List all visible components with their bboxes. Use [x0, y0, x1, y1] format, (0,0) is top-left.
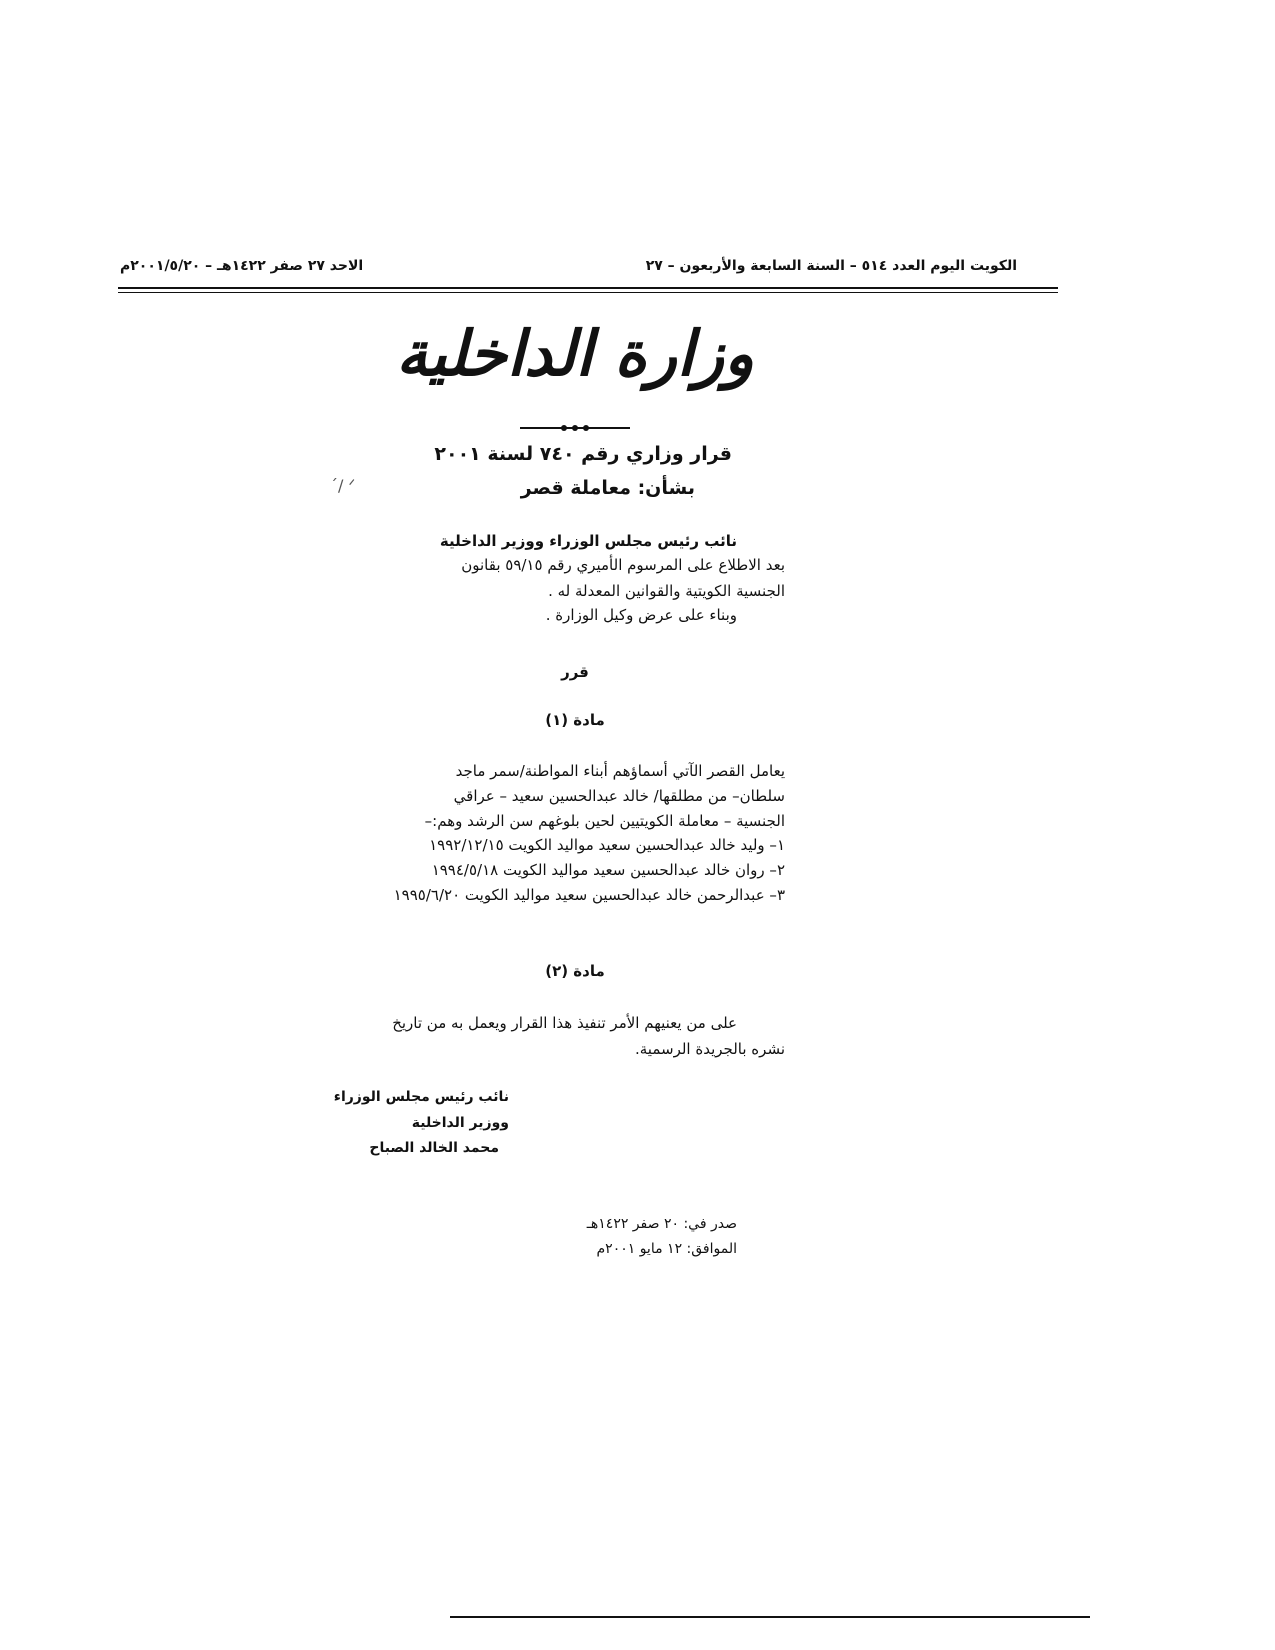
child-entry: ١– وليد خالد عبدالحسين سعيد مواليد الكويت ١٩٩٢/١٢/١٥ [429, 836, 785, 854]
decided-heading: قرر [561, 663, 589, 681]
article-1-line: الجنسية – معاملة الكويتيين لحين بلوغهم سن الرشد وهم:– [424, 812, 785, 830]
footer-divider [450, 1616, 1090, 1618]
gazette-date-header: الاحد ٢٧ صفر ١٤٢٢هـ – ٢٠٠١/٥/٢٠م [120, 258, 364, 274]
child-entry: ٢– روان خالد عبدالحسين سعيد مواليد الكويت ١٩٩٤/٥/١٨ [431, 861, 785, 879]
article-1-line: يعامل القصر الآتي أسماؤهم أبناء المواطنة/سمر ماجد [455, 762, 785, 780]
decision-title: قرار وزاري رقم ٧٤٠ لسنة ٢٠٠١ [434, 443, 732, 465]
signature-title: نائب رئيس مجلس الوزراء [333, 1089, 509, 1105]
article-2-line: نشره بالجريدة الرسمية. [635, 1040, 785, 1058]
preamble-line: بعد الاطلاع على المرسوم الأميري رقم ٥٩/١٥ بقانون [461, 556, 785, 574]
article-2-heading: مادة (٢) [545, 962, 605, 980]
article-1-line: سلطان– من مطلقها/ خالد عبدالحسين سعيد – عراقي [453, 787, 785, 805]
article-1-heading: مادة (١) [545, 711, 605, 729]
header-divider-thin [118, 292, 1058, 293]
gazette-issue-header: الكويت اليوم العدد ٥١٤ – السنة السابعة والأربعون – ٢٧ [645, 258, 1017, 274]
child-entry: ٣– عبدالرحمن خالد عبدالحسين سعيد مواليد الكويت ١٩٩٥/٦/٢٠ [393, 886, 785, 904]
preamble-author: نائب رئيس مجلس الوزراء ووزير الداخلية [439, 532, 737, 550]
issue-date-hijri: صدر في: ٢٠ صفر ١٤٢٢هـ [586, 1216, 737, 1232]
ministry-logo: وزارة الداخلية [396, 317, 754, 390]
preamble-line: وبناء على عرض وكيل الوزارة . [545, 606, 737, 624]
signature-position: ووزير الداخلية [411, 1115, 509, 1131]
preamble-line: الجنسية الكويتية والقوانين المعدلة له . [548, 582, 785, 600]
article-2-line: على من يعنيهم الأمر تنفيذ هذا القرار ويعمل به من تاريخ [392, 1014, 737, 1032]
pen-mark: ˊ/ ᐟ [330, 476, 356, 495]
signature-name: محمد الخالد الصباح [369, 1140, 499, 1156]
header-divider [118, 287, 1058, 289]
issue-date-gregorian: الموافق: ١٢ مايو ٢٠٠١م [596, 1241, 737, 1257]
ornament-divider [520, 422, 630, 434]
decision-subject: بشأن: معاملة قصر [520, 477, 695, 499]
